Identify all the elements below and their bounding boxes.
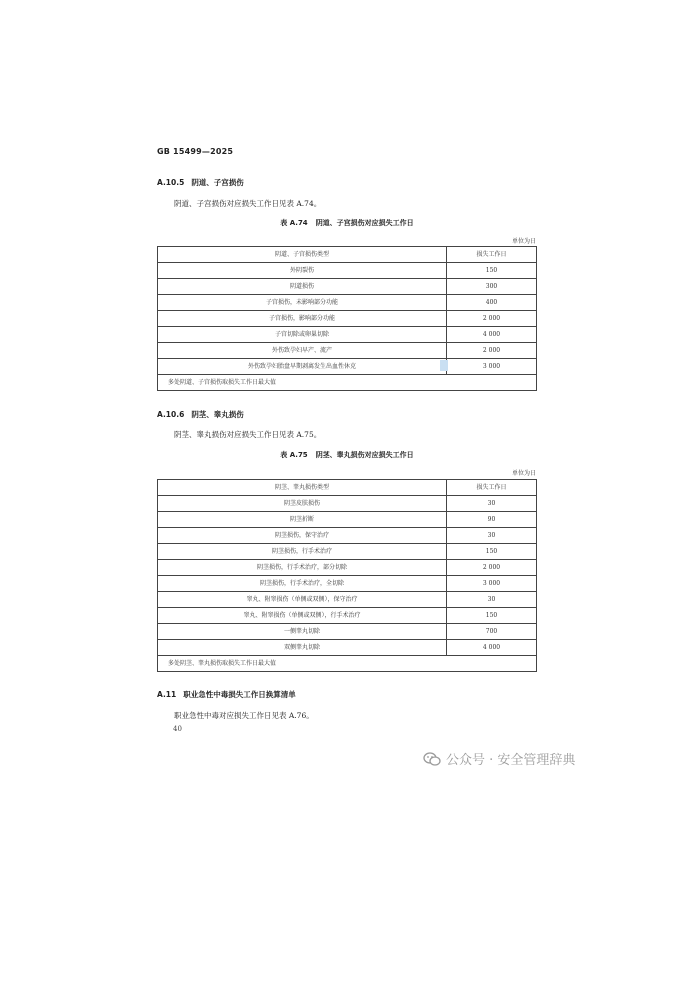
lost-days: 2 000 [447, 560, 537, 576]
section-number: A.11 [157, 690, 177, 699]
column-header: 损失工作日 [447, 480, 537, 496]
injury-type: 双侧睾丸切除 [158, 640, 447, 656]
section-title: 阴茎、睾丸损伤 [191, 410, 244, 419]
section-heading-a11 [157, 689, 296, 700]
section-title: 职业急性中毒损失工作日换算清单 [183, 690, 296, 699]
table-row [158, 544, 537, 560]
table-note-row [158, 375, 537, 391]
column-header: 阴茎、睾丸损伤类型 [158, 480, 447, 496]
table-row [158, 279, 537, 295]
table-row [158, 576, 537, 592]
wechat-icon [423, 752, 441, 766]
table-row [158, 311, 537, 327]
injury-type: 阴茎皮肤损伤 [158, 496, 447, 512]
table-row [158, 640, 537, 656]
section-number: A.10.5 [157, 178, 185, 187]
unit-label: 单位为日 [511, 470, 536, 477]
injury-type: 外阴裂伤 [158, 263, 447, 279]
table-row [158, 608, 537, 624]
table-row [158, 359, 537, 375]
lost-days: 90 [447, 512, 537, 528]
lost-days: 150 [447, 544, 537, 560]
lost-days: 2 000 [447, 311, 537, 327]
injury-type: 外伤致孕妇胎盘早期剥离发生出血性休克 [158, 359, 447, 375]
table-row [158, 496, 537, 512]
table-number: 表 A.74 [280, 219, 308, 227]
table-row [158, 295, 537, 311]
injury-type: 子宫损伤，影响部分功能 [158, 311, 447, 327]
table-header-row [158, 247, 537, 263]
lost-days: 300 [447, 279, 537, 295]
injury-type: 外伤致孕妇早产、流产 [158, 343, 447, 359]
injury-type: 子宫切除或卵巢切除 [158, 327, 447, 343]
table-row [158, 263, 537, 279]
lost-days: 4 000 [447, 327, 537, 343]
section-paragraph: 职业急性中毒对应损失工作日见表 A.76。 [174, 711, 314, 720]
lost-days: 3 000 [447, 359, 537, 375]
lost-days: 30 [447, 528, 537, 544]
section-heading-a10-6 [157, 409, 244, 420]
section-number: A.10.6 [157, 410, 185, 419]
table-a74 [157, 246, 537, 391]
injury-type: 睾丸、附睾损伤（单侧或双侧），行手术治疗 [158, 608, 447, 624]
table-header-row [158, 480, 537, 496]
unit-label: 单位为日 [511, 238, 536, 245]
table-title: 阴茎、睾丸损伤对应损失工作日 [315, 451, 414, 459]
table-row [158, 624, 537, 640]
table-caption-a75 [157, 450, 537, 460]
table-row [158, 512, 537, 528]
lost-days: 700 [447, 624, 537, 640]
injury-type: 阴茎损伤，行手术治疗，部分切除 [158, 560, 447, 576]
lost-days: 4 000 [447, 640, 537, 656]
table-title: 阴道、子宫损伤对应损失工作日 [315, 219, 414, 227]
lost-days: 150 [447, 263, 537, 279]
injury-type: 阴茎损伤，行手术治疗 [158, 544, 447, 560]
column-header: 阴道、子宫损伤类型 [158, 247, 447, 263]
injury-type: 阴茎损伤，行手术治疗，全切除 [158, 576, 447, 592]
blue-mark [440, 360, 448, 371]
injury-type: 睾丸、附睾损伤（单侧或双侧），保守治疗 [158, 592, 447, 608]
section-paragraph: 阴茎、睾丸损伤对应损失工作日见表 A.75。 [174, 430, 322, 439]
lost-days: 2 000 [447, 343, 537, 359]
injury-type: 阴茎损伤，保守治疗 [158, 528, 447, 544]
table-row [158, 592, 537, 608]
section-paragraph: 阴道、子宫损伤对应损失工作日见表 A.74。 [174, 199, 322, 208]
table-note-row [158, 656, 537, 672]
table-row [158, 327, 537, 343]
table-note: 多处阴道、子宫损伤取损失工作日最大值 [158, 375, 537, 391]
standard-code: GB 15499—2025 [157, 147, 234, 156]
page-number: 40 [173, 725, 182, 733]
table-row [158, 343, 537, 359]
injury-type: 阴茎折断 [158, 512, 447, 528]
watermark-text: 公众号 · 安全管理辞典 [446, 753, 576, 768]
table-a75 [157, 479, 537, 672]
lost-days: 150 [447, 608, 537, 624]
lost-days: 30 [447, 592, 537, 608]
table-number: 表 A.75 [280, 451, 308, 459]
section-title: 阴道、子宫损伤 [191, 178, 244, 187]
watermark [423, 749, 575, 768]
table-row [158, 560, 537, 576]
column-header: 损失工作日 [447, 247, 537, 263]
injury-type: 阴道损伤 [158, 279, 447, 295]
table-caption-a74 [157, 218, 537, 228]
lost-days: 400 [447, 295, 537, 311]
table-note: 多处阴茎、睾丸损伤取损失工作日最大值 [158, 656, 537, 672]
table-row [158, 528, 537, 544]
injury-type: 子宫损伤，未影响部分功能 [158, 295, 447, 311]
injury-type: 一侧睾丸切除 [158, 624, 447, 640]
section-heading-a10-5 [157, 177, 244, 188]
lost-days: 30 [447, 496, 537, 512]
lost-days: 3 000 [447, 576, 537, 592]
